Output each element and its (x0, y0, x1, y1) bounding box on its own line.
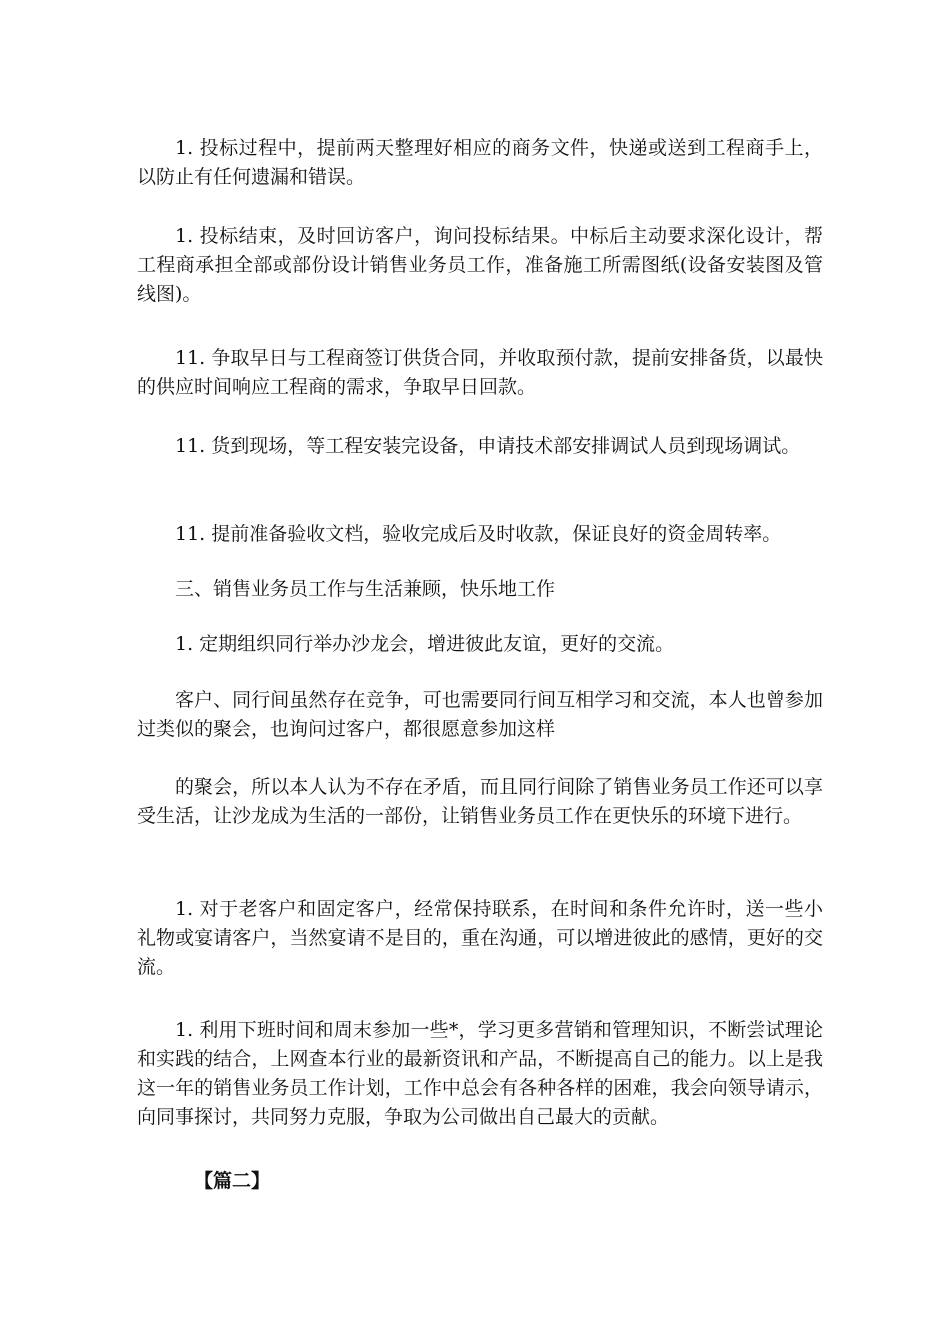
paragraph-6: 1. 定期组织同行举办沙龙会，增进彼此友谊，更好的交流。 (175, 633, 675, 655)
paragraph-1: 1. 投标过程中，提前两天整理好相应的商务文件，快递或送到工程商手上，以防止有任何遗漏和错误。 (137, 137, 823, 188)
paragraph-4: 11. 货到现场，等工程安装完设备，申请技术部安排调试人员到现场调试。 (175, 435, 801, 457)
paragraph-7: 客户、同行间虽然存在竞争，可也需要同行间互相学习和交流，本人也曾参加过类似的聚会，也询问过客户，都很愿意参加这样 (137, 689, 823, 740)
paragraph-8: 的聚会，所以本人认为不存在矛盾，而且同行间除了销售业务员工作还可以享受生活，让沙龙成为生活的一部份，让销售业务员工作在更快乐的环境下进行。 (137, 776, 823, 827)
section-heading: 三、销售业务员工作与生活兼顾，快乐地工作 (175, 578, 556, 600)
section-label: 【篇二】 (194, 1170, 271, 1192)
paragraph-9: 1. 对于老客户和固定客户，经常保持联系，在时间和条件允许时，送一些小礼物或宴请客户，当然宴请不是目的，重在沟通，可以增进彼此的感情，更好的交流。 (137, 898, 823, 978)
paragraph-5: 11. 提前准备验收文档，验收完成后及时收款，保证良好的资金周转率。 (175, 523, 782, 545)
paragraph-2: 1. 投标结束，及时回访客户，询问投标结果。中标后主动要求深化设计，帮工程商承担全部或部份设计销售业务员工作，准备施工所需图纸(设备安装图及管线图)。 (137, 225, 823, 305)
paragraph-3: 11. 争取早日与工程商签订供货合同，并收取预付款，提前安排备货，以最快的供应时间响应工程商的需求，争取早日回款。 (137, 347, 823, 398)
paragraph-10: 1. 利用下班时间和周末参加一些*，学习更多营销和管理知识，不断尝试理论和实践的结合，上网查本行业的最新资讯和产品，不断提高自己的能力。以上是我这一年的销售业务员工作计划，工作中总会有各种各样的困难，我会向领导请示，向同事探讨，共同努力克服，争取为公司做出自己最大的贡献。 (137, 1019, 823, 1128)
